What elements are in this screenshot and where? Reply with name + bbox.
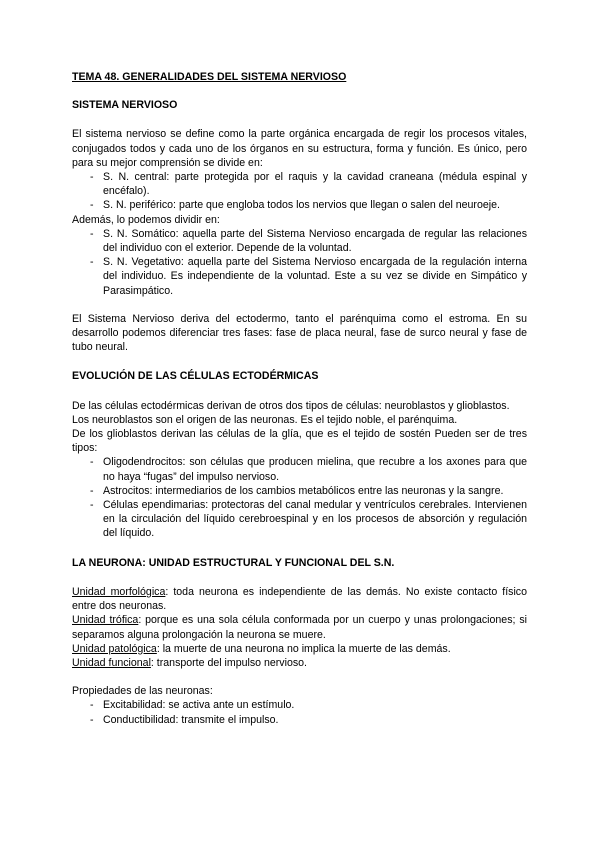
list-item: - S. N. Somático: aquella parte del Sistema Nervioso encargada de regular las relaciones del individuo con el exterior. Depende de la voluntad.: [90, 227, 527, 255]
paragraph-unidad-funcional: Unidad funcional: transporte del impulso nervioso.: [72, 656, 307, 669]
term-label: Unidad funcional: [72, 656, 151, 669]
section-heading-neurona: LA NEURONA: UNIDAD ESTRUCTURAL Y FUNCIONAL DEL S.N.: [72, 556, 395, 569]
list-item: - Oligodendrocitos: son células que producen mielina, que recubre a los axones para que no haya “fugas” del impulso nervioso.: [90, 456, 527, 483]
dash-bullet: -: [90, 256, 94, 269]
term-label: Unidad patológica: [72, 642, 157, 655]
list-item: - Conductibilidad: transmite el impulso.: [90, 713, 279, 726]
dash-bullet: -: [90, 484, 94, 497]
dash-bullet: -: [90, 199, 94, 212]
list-divisions-2: [72, 227, 527, 298]
dash-bullet: -: [90, 227, 94, 240]
paragraph-propiedades: Propiedades de las neuronas:: [72, 685, 213, 698]
section-heading-evolucion: EVOLUCIÓN DE LAS CÉLULAS ECTODÉRMICAS: [72, 370, 319, 383]
paragraph-neuroblasts: Los neuroblastos son el origen de las neuronas. Es el tejido noble, el parénquima.: [72, 413, 458, 426]
list-item: - S. N. Vegetativo: aquella parte del Sistema Nervioso encargada de la regulación interna del individuo. Es independiente de la voluntad. Este a su vez se divide en Simpático y Parasimpático.: [90, 256, 527, 297]
document-page: [72, 70, 527, 727]
paragraph-origin: El Sistema Nervioso deriva del ectodermo, tanto el parénquima como el estroma. En su desarrollo podemos diferenciar tres fases: fase de placa neural, fase de surco neural y fase de tubo neural.: [72, 312, 527, 354]
document-title: TEMA 48. GENERALIDADES DEL SISTEMA NERVIOSO: [72, 71, 347, 83]
paragraph-glioblasts: De los glioblastos derivan las células de la glía, que es el tejido de sostén Pueden ser de tres tipos:: [72, 428, 527, 455]
paragraph-unidad-patologica: Unidad patológica: la muerte de una neurona no implica la muerte de las demás.: [72, 642, 451, 655]
list-item: - S. N. periférico: parte que engloba todos los nervios que llegan o salen del neuroeje.: [90, 199, 500, 212]
list-item: - Excitabilidad: se activa ante un estímulo.: [90, 699, 295, 712]
term-label: Unidad morfológica: [72, 585, 166, 598]
section-heading-sistema-nervioso: SISTEMA NERVIOSO: [72, 99, 178, 112]
paragraph-unidad-morfologica: Unidad morfológica: toda neurona es independiente de las demás. No existe contacto físico entre dos neuronas.: [72, 585, 527, 613]
paragraph-cells: De las células ectodérmicas derivan de otros dos tipos de células: neuroblastos y glioblastos.: [72, 399, 510, 412]
dash-bullet: -: [90, 456, 94, 469]
paragraph-unidad-trofica: Unidad trófica: porque es una sola célula conformada por un cuerpo y unas prolongaciones; si separamos alguna prolongación la neurona se muere.: [72, 614, 527, 641]
term-label: Unidad trófica: [72, 614, 139, 627]
list-propiedades: [72, 698, 527, 726]
list-item: - Astrocitos: intermediarios de los cambios metabólicos entre las neuronas y la sangre.: [90, 484, 504, 497]
paragraph-intro: El sistema nervioso se define como la parte orgánica encargada de regir los procesos vitales, conjugados todos y cada uno de los órganos en su estructura, forma y función. Es único, pero para su mejor comprensión se divide en:: [72, 128, 527, 169]
list-item: - Células ependimarias: protectoras del canal medular y ventrículos cerebrales. Intervienen en la circulación del líquido cerebroespinal y en los procesos de absorción y regulación del líquido.: [90, 499, 527, 540]
dash-bullet: -: [90, 171, 94, 184]
list-divisions: [72, 170, 527, 213]
list-item: - S. N. central: parte protegida por el raquis y la cavidad craneana (médula espinal y encéfalo).: [90, 171, 527, 198]
list-glia-types: [72, 455, 527, 540]
paragraph-also: Además, lo podemos dividir en:: [72, 213, 220, 226]
dash-bullet: -: [90, 713, 94, 726]
dash-bullet: -: [90, 499, 94, 512]
dash-bullet: -: [90, 699, 94, 712]
